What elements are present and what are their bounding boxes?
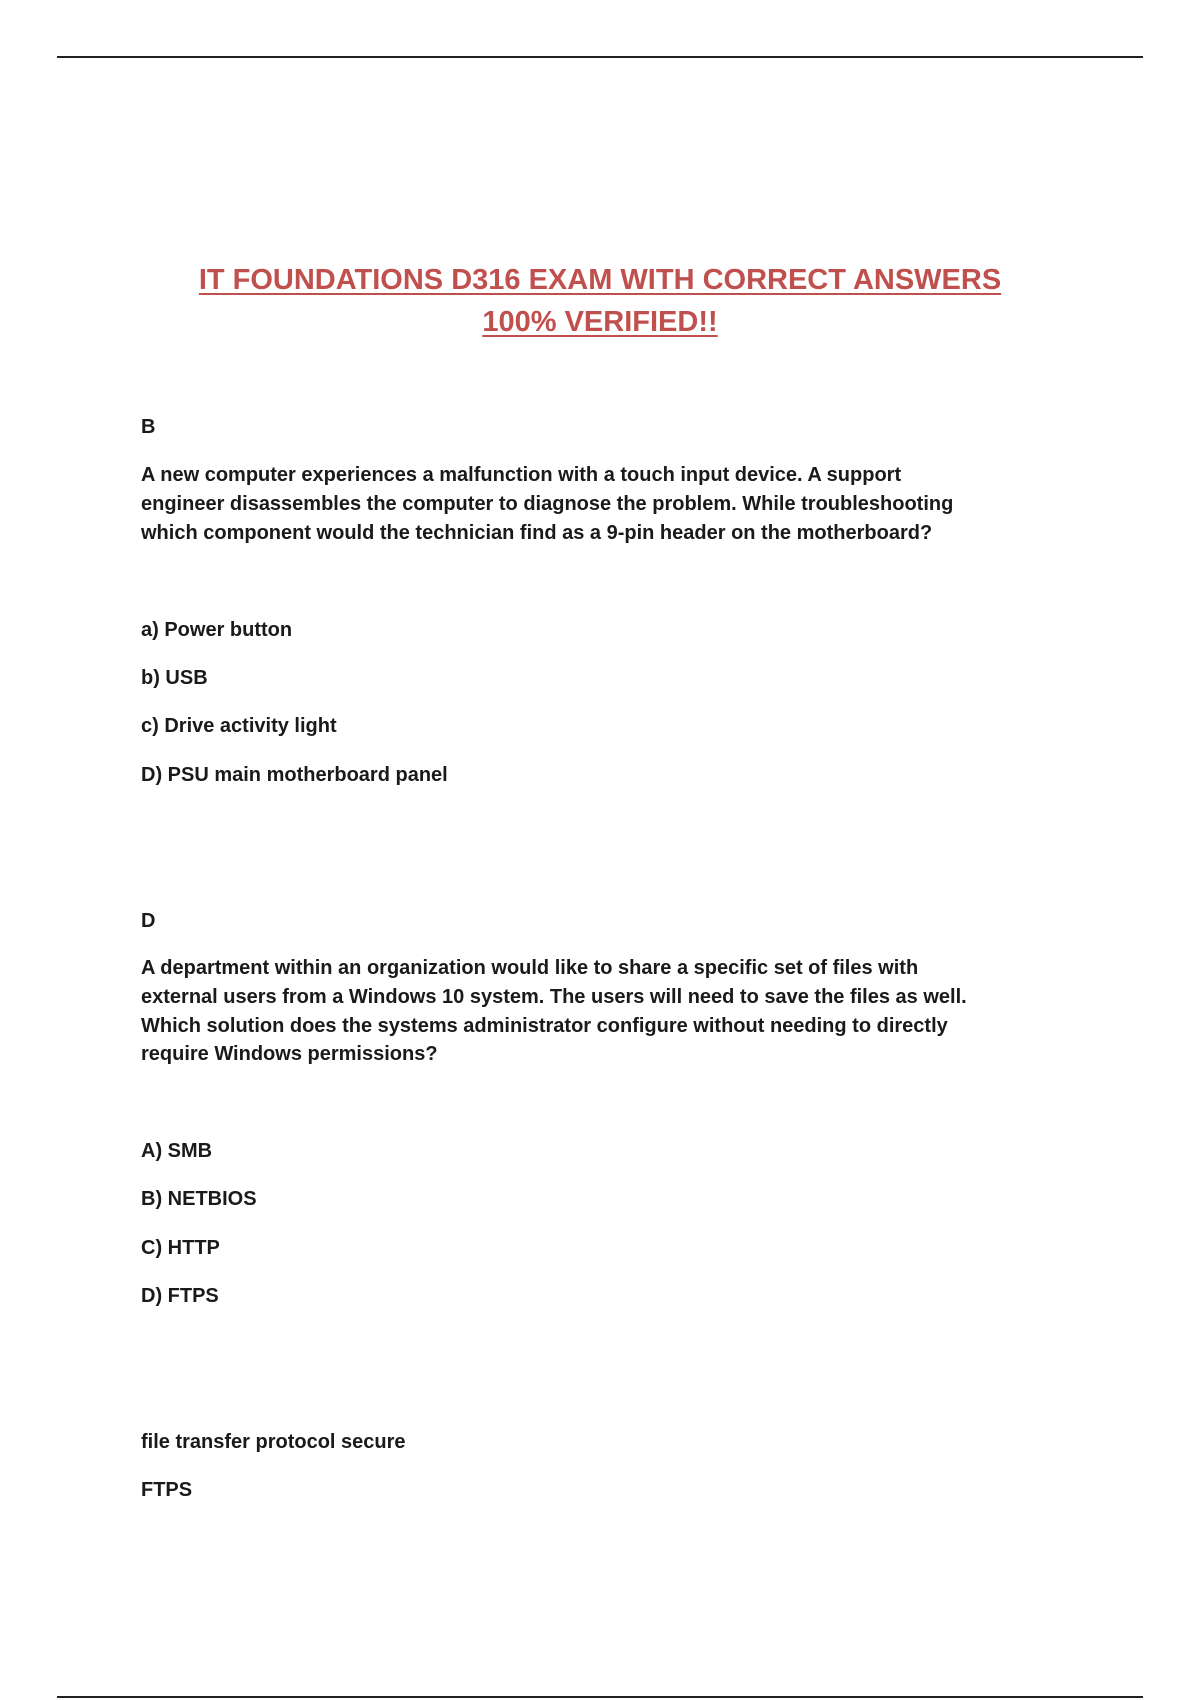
definition-term: file transfer protocol secure bbox=[141, 1431, 406, 1453]
question-2-answer: D bbox=[141, 910, 156, 932]
question-1-option-b: b) USB bbox=[141, 667, 208, 689]
document-title-line-1: IT FOUNDATIONS D316 EXAM WITH CORRECT ANSWERS bbox=[198, 264, 1002, 296]
question-2-option-d: D) FTPS bbox=[141, 1285, 219, 1307]
question-2-option-c: C) HTTP bbox=[141, 1237, 220, 1259]
definition-acronym: FTPS bbox=[141, 1479, 193, 1501]
question-1-option-d: D) PSU main motherboard panel bbox=[141, 764, 448, 786]
question-2-option-a: A) SMB bbox=[141, 1140, 213, 1162]
bottom-rule bbox=[57, 1696, 1143, 1698]
question-2-line-4: require Windows permissions? bbox=[141, 1043, 438, 1065]
question-1-option-a: a) Power button bbox=[141, 619, 293, 641]
question-2-line-2: external users from a Windows 10 system. The users will need to save the files as well. bbox=[141, 986, 967, 1008]
top-rule bbox=[57, 56, 1143, 58]
question-2-line-3: Which solution does the systems administrator configure without needing to directly bbox=[141, 1015, 948, 1037]
question-1-line-3: which component would the technician find as a 9-pin header on the motherboard? bbox=[141, 522, 933, 544]
question-2-line-1: A department within an organization would like to share a specific set of files with bbox=[141, 957, 919, 979]
question-1-answer: B bbox=[141, 416, 156, 438]
question-1-option-c: c) Drive activity light bbox=[141, 715, 337, 737]
question-1-line-2: engineer disassembles the computer to diagnose the problem. While troubleshooting bbox=[141, 493, 954, 515]
question-2-option-b: B) NETBIOS bbox=[141, 1188, 257, 1210]
question-1-line-1: A new computer experiences a malfunction with a touch input device. A support bbox=[141, 464, 902, 486]
document-title-line-2: 100% VERIFIED!! bbox=[482, 306, 718, 338]
